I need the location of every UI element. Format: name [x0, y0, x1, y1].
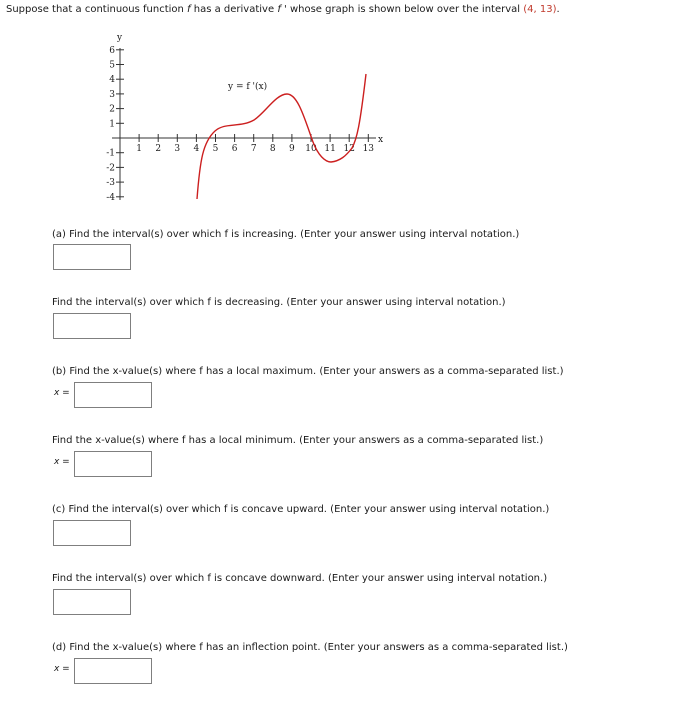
y-tick-label: 5	[109, 60, 115, 71]
question-c-concave-down: Find the interval(s) over which f is concave downward. (Enter your answer using interval notation.)	[52, 573, 548, 584]
x-tick-label: 1	[136, 144, 142, 154]
y-tick-label: 1	[109, 119, 115, 130]
x-tick-label: 11	[324, 144, 336, 154]
concave-up-input[interactable]	[53, 520, 131, 546]
intro-text-3: whose graph is shown below over the interval	[286, 4, 524, 15]
question-b-local-max: (b) Find the x-value(s) where f has a local maximum. (Enter your answers as a comma-separated list.)	[52, 366, 564, 377]
problem-intro	[6, 4, 676, 15]
y-tick-label: -4	[106, 192, 115, 203]
local-min-x-label: x =	[54, 457, 70, 467]
local-max-x-label: x =	[54, 388, 70, 398]
x-tick-label: 7	[250, 144, 257, 154]
inflection-x-label: x =	[54, 664, 70, 674]
concave-down-input[interactable]	[53, 589, 131, 615]
local-max-input[interactable]	[74, 382, 152, 408]
x-tick-label: 6	[231, 144, 238, 154]
x-axis-label: x	[378, 135, 384, 145]
question-a-increasing: (a) Find the interval(s) over which f is increasing. (Enter your answer using interval notation.)	[52, 229, 520, 240]
intro-derivative: f '	[277, 4, 287, 15]
question-c-concave-up: (c) Find the interval(s) over which f is concave upward. (Enter your answer using interval notation.)	[52, 504, 550, 515]
x-tick-label: 10	[305, 144, 317, 154]
local-min-input[interactable]	[74, 451, 152, 477]
y-tick-label: -3	[106, 178, 115, 189]
x-tick-label: 4	[193, 144, 200, 154]
derivative-graph-svg	[0, 30, 390, 215]
x-tick-label: 2	[155, 144, 162, 154]
y-axis-label: y	[117, 33, 123, 43]
x-tick-label: 3	[174, 144, 181, 154]
derivative-curve	[197, 74, 366, 199]
derivative-graph	[0, 30, 390, 218]
intro-function-f: f	[187, 4, 191, 15]
intro-text-4: .	[556, 4, 560, 15]
question-a-decreasing: Find the interval(s) over which f is decreasing. (Enter your answer using interval notation.)	[52, 297, 506, 308]
intro-text-1: Suppose that a continuous function	[6, 4, 188, 15]
decreasing-interval-input[interactable]	[53, 313, 131, 339]
y-tick-label: 3	[109, 89, 115, 100]
x-tick-label: 13	[362, 144, 375, 154]
y-ticks	[106, 46, 124, 203]
intro-interval: (4, 13)	[523, 4, 557, 15]
y-tick-label: -2	[106, 163, 115, 174]
y-tick-label: 6	[109, 45, 115, 56]
y-tick-label: -1	[106, 148, 115, 159]
curve-label: y = f '(x)	[228, 82, 268, 92]
intro-text-2: has a derivative	[190, 4, 278, 15]
x-tick-label: 5	[212, 144, 219, 154]
x-tick-label: 12	[343, 144, 355, 154]
question-d-inflection: (d) Find the x-value(s) where f has an inflection point. (Enter your answers as a comma-separated list.)	[52, 642, 568, 653]
x-tick-label: 8	[269, 144, 276, 154]
y-tick-label: 2	[109, 104, 115, 115]
y-tick-label: 4	[109, 75, 115, 86]
x-ticks	[136, 134, 374, 154]
x-tick-label: 9	[289, 144, 295, 154]
increasing-interval-input[interactable]	[53, 244, 131, 270]
question-b-local-min: Find the x-value(s) where f has a local minimum. (Enter your answers as a comma-separated list.)	[52, 435, 544, 446]
inflection-input[interactable]	[74, 658, 152, 684]
